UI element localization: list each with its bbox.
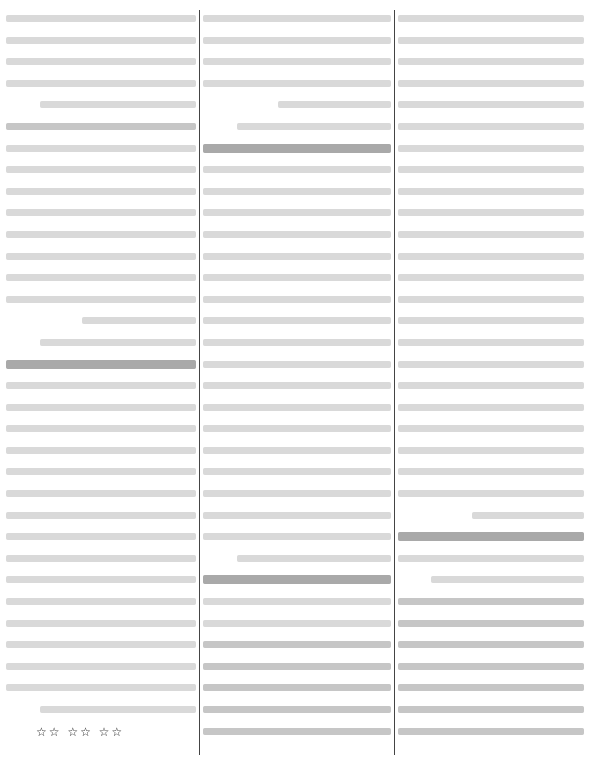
text-line bbox=[398, 699, 584, 721]
text-line bbox=[203, 613, 391, 635]
text-line bbox=[203, 375, 391, 397]
section-heading bbox=[6, 354, 196, 376]
text-line bbox=[398, 548, 584, 570]
text-line bbox=[203, 202, 391, 224]
text-line bbox=[6, 677, 196, 699]
text-line bbox=[6, 30, 196, 52]
text-line bbox=[398, 246, 584, 268]
text-line bbox=[203, 289, 391, 311]
text-line bbox=[398, 116, 584, 138]
text-line bbox=[203, 51, 391, 73]
text-line bbox=[6, 526, 196, 548]
text-line bbox=[203, 30, 391, 52]
text-line bbox=[398, 505, 584, 527]
text-line bbox=[398, 30, 584, 52]
text-line bbox=[6, 569, 196, 591]
text-line bbox=[398, 569, 584, 591]
text-line bbox=[398, 224, 584, 246]
text-line bbox=[6, 94, 196, 116]
text-line bbox=[203, 699, 391, 721]
text-line bbox=[398, 418, 584, 440]
text-line bbox=[6, 418, 196, 440]
text-line bbox=[398, 634, 584, 656]
text-line bbox=[6, 73, 196, 95]
text-line bbox=[398, 332, 584, 354]
text-line bbox=[398, 656, 584, 678]
text-line bbox=[203, 483, 391, 505]
column-divider bbox=[394, 10, 395, 755]
text-line bbox=[6, 613, 196, 635]
text-line bbox=[6, 289, 196, 311]
text-line bbox=[6, 8, 196, 30]
text-line bbox=[203, 310, 391, 332]
text-line bbox=[203, 656, 391, 678]
article-column-left bbox=[6, 8, 196, 743]
text-line bbox=[6, 202, 196, 224]
section-heading bbox=[203, 569, 391, 591]
text-line bbox=[203, 548, 391, 570]
text-line bbox=[398, 375, 584, 397]
text-line bbox=[398, 483, 584, 505]
column-divider bbox=[199, 10, 200, 755]
text-line bbox=[6, 332, 196, 354]
page-number bbox=[520, 760, 550, 772]
text-line bbox=[398, 202, 584, 224]
text-line bbox=[398, 267, 584, 289]
text-line bbox=[6, 591, 196, 613]
text-line bbox=[203, 440, 391, 462]
text-line bbox=[398, 159, 584, 181]
text-line bbox=[398, 51, 584, 73]
text-line bbox=[203, 634, 391, 656]
text-line bbox=[398, 613, 584, 635]
text-line bbox=[398, 677, 584, 699]
text-line bbox=[203, 397, 391, 419]
text-line bbox=[6, 267, 196, 289]
text-line bbox=[203, 526, 391, 548]
text-line bbox=[398, 94, 584, 116]
text-line bbox=[6, 440, 196, 462]
text-line bbox=[6, 116, 196, 138]
text-line bbox=[203, 505, 391, 527]
text-line bbox=[398, 591, 584, 613]
text-line bbox=[6, 181, 196, 203]
text-line bbox=[203, 116, 391, 138]
text-line bbox=[203, 267, 391, 289]
text-line bbox=[203, 94, 391, 116]
article-column-middle bbox=[203, 8, 391, 742]
text-line bbox=[203, 8, 391, 30]
text-line bbox=[6, 699, 196, 721]
text-line bbox=[398, 461, 584, 483]
text-line bbox=[6, 397, 196, 419]
section-heading bbox=[203, 138, 391, 160]
text-line bbox=[203, 181, 391, 203]
text-line bbox=[6, 505, 196, 527]
text-line bbox=[6, 483, 196, 505]
text-line bbox=[398, 73, 584, 95]
text-line bbox=[398, 138, 584, 160]
text-line bbox=[398, 721, 584, 743]
text-line bbox=[6, 138, 196, 160]
text-line bbox=[203, 677, 391, 699]
text-line bbox=[6, 159, 196, 181]
text-line bbox=[6, 224, 196, 246]
text-line bbox=[203, 721, 391, 743]
text-line bbox=[398, 310, 584, 332]
text-line bbox=[203, 73, 391, 95]
text-line bbox=[398, 289, 584, 311]
text-line bbox=[6, 51, 196, 73]
text-line bbox=[203, 224, 391, 246]
end-of-article-mark: ☆☆ ☆☆ ☆☆ bbox=[36, 724, 125, 739]
text-line bbox=[203, 332, 391, 354]
text-line bbox=[6, 246, 196, 268]
text-line bbox=[203, 591, 391, 613]
text-line bbox=[6, 310, 196, 332]
text-line bbox=[203, 461, 391, 483]
article-column-right bbox=[398, 8, 584, 742]
text-line bbox=[203, 246, 391, 268]
text-line bbox=[398, 8, 584, 30]
text-line bbox=[6, 548, 196, 570]
text-line bbox=[203, 159, 391, 181]
text-line bbox=[6, 461, 196, 483]
section-heading bbox=[398, 526, 584, 548]
text-line bbox=[203, 354, 391, 376]
text-line bbox=[398, 440, 584, 462]
text-line bbox=[6, 634, 196, 656]
text-line bbox=[398, 397, 584, 419]
text-line bbox=[6, 656, 196, 678]
text-line bbox=[203, 418, 391, 440]
text-line bbox=[398, 354, 584, 376]
text-line bbox=[6, 375, 196, 397]
text-line bbox=[398, 181, 584, 203]
